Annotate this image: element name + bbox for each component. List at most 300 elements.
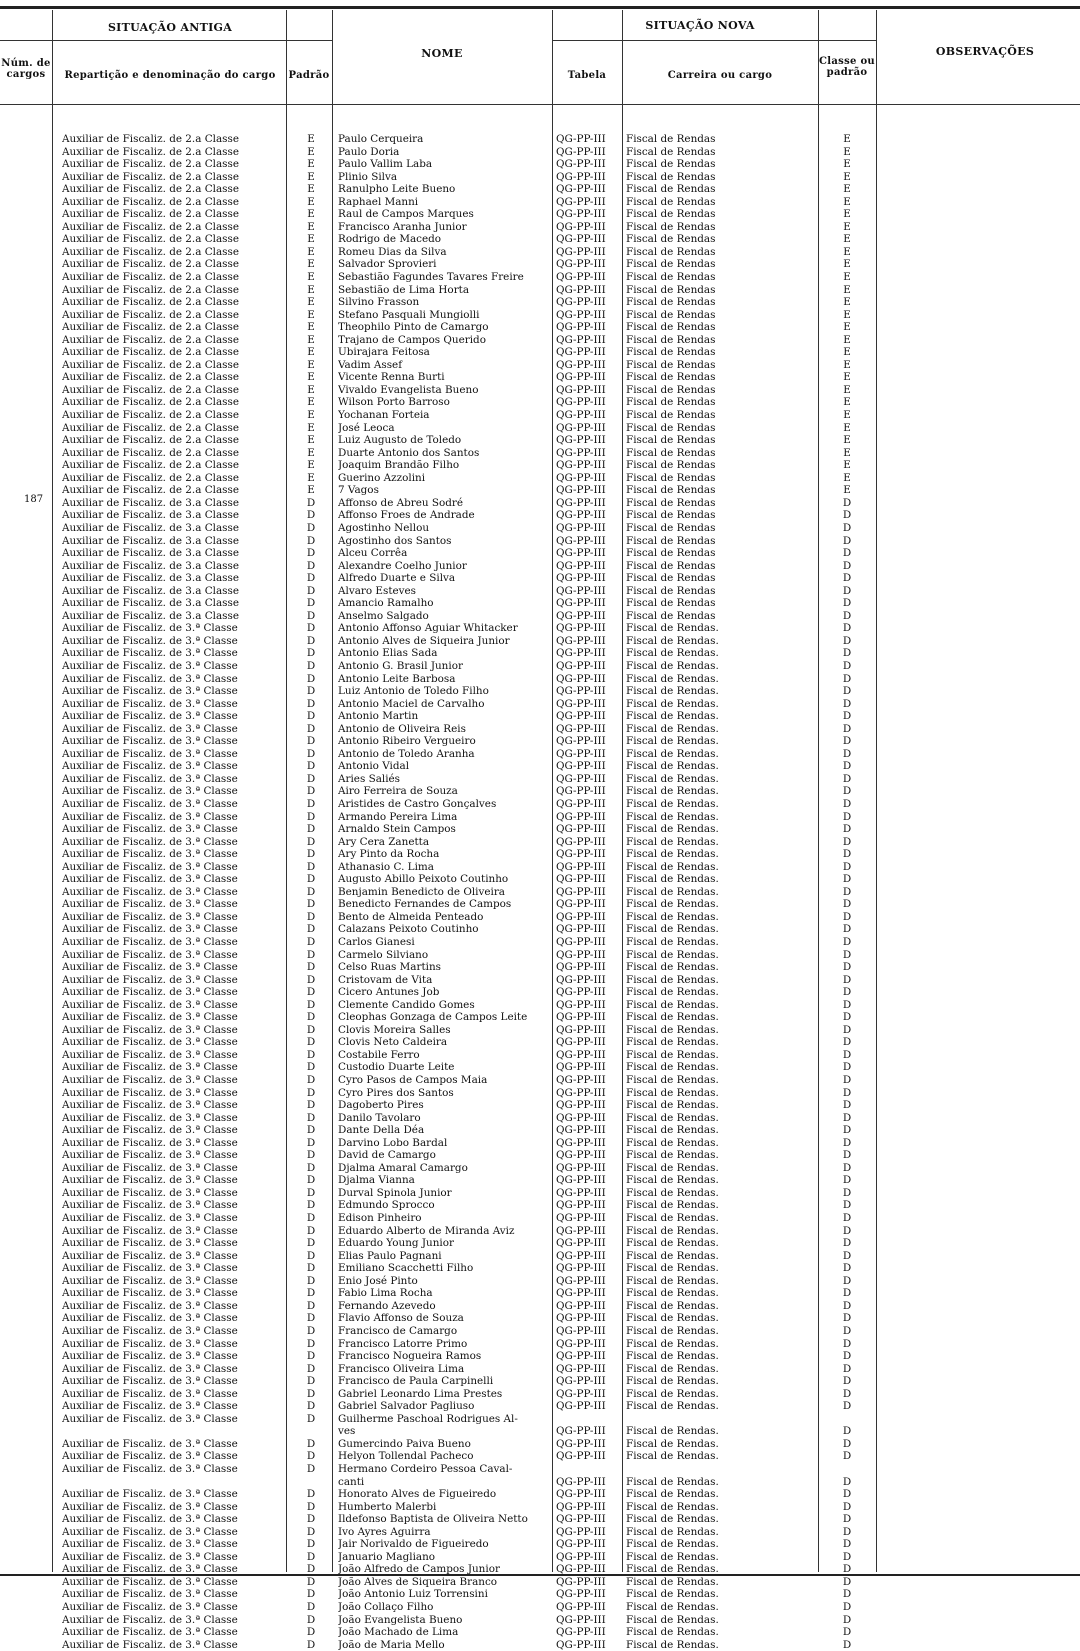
cell-classe: E [843,484,851,497]
cell-tabela: QG-PP-III [556,634,606,647]
cell-classe: D [842,1149,852,1162]
cell-nome: Bento de Almeida Penteado [338,910,484,923]
table-row [0,1237,1080,1250]
cell-nome: Fabio Lima Rocha [338,1287,433,1300]
cell-reparticao: Auxiliar de Fiscaliz. de 3.ª Classe [62,1525,238,1538]
cell-padrao: D [306,1061,316,1074]
cell-classe: D [842,1048,852,1061]
cell-carreira: Fiscal de Rendas. [626,1086,719,1099]
cell-classe: D [842,1488,852,1501]
cell-padrao: D [306,1400,316,1413]
cell-tabela: QG-PP-III [556,258,606,271]
cell-carreira: Fiscal de Rendas. [626,1149,719,1162]
header-classe: Classe ou padrão [819,56,875,78]
cell-padrao: D [306,547,316,560]
cell-padrao: D [306,961,316,974]
cell-padrao: D [306,998,316,1011]
cell-reparticao: Auxiliar de Fiscaliz. de 3.ª Classe [62,1500,238,1513]
cell-reparticao: Auxiliar de Fiscaliz. de 3.ª Classe [62,835,238,848]
cell-tabela: QG-PP-III [556,421,606,434]
cell-nome: Celso Ruas Martins [338,961,441,974]
cell-tabela: QG-PP-III [556,1437,606,1450]
cell-reparticao: Auxiliar de Fiscaliz. de 2.a Classe [62,308,239,321]
cell-reparticao: Auxiliar de Fiscaliz. de 3.ª Classe [62,1048,238,1061]
cell-padrao: D [306,760,316,773]
table-row [0,999,1080,1012]
cell-tabela: QG-PP-III [556,885,606,898]
cell-reparticao: Auxiliar de Fiscaliz. de 3.a Classe [62,509,239,522]
cell-carreira: Fiscal de Rendas [626,258,716,271]
cell-nome: Djalma Amaral Camargo [338,1161,468,1174]
cell-tabela: QG-PP-III [556,710,606,723]
cell-padrao: D [306,1387,316,1400]
cell-reparticao: Auxiliar de Fiscaliz. de 2.a Classe [62,321,239,334]
cell-nome: João Collaço Filho [338,1600,434,1613]
cell-classe: D [842,534,852,547]
cell-padrao: E [307,208,315,221]
cell-padrao: E [307,459,315,472]
table-row [0,622,1080,635]
cell-classe: D [842,672,852,685]
cell-tabela: QG-PP-III [556,1036,606,1049]
table-row [0,735,1080,748]
cell-nome: João Alves de Siqueira Branco [338,1575,498,1588]
cell-padrao: D [306,1299,316,1312]
cell-carreira: Fiscal de Rendas. [626,848,719,861]
cell-nome: Amancio Ramalho [338,597,434,610]
cell-tabela: QG-PP-III [556,1174,606,1187]
cell-padrao: D [306,685,316,698]
cell-padrao: D [306,584,316,597]
cell-classe: D [842,1111,852,1124]
cell-tabela: QG-PP-III [556,521,606,534]
cell-reparticao: Auxiliar de Fiscaliz. de 3.ª Classe [62,1136,238,1149]
cell-tabela: QG-PP-III [556,1086,606,1099]
cell-reparticao: Auxiliar de Fiscaliz. de 3.ª Classe [62,1224,238,1237]
cell-padrao: D [306,810,316,823]
cell-padrao: E [307,170,315,183]
cell-tabela: QG-PP-III [556,572,606,585]
cell-tabela: QG-PP-III [556,1274,606,1287]
cell-padrao: D [306,1186,316,1199]
cell-classe: E [843,158,851,171]
cell-tabela: QG-PP-III [556,358,606,371]
cell-padrao: E [307,321,315,334]
table-row [0,547,1080,560]
table-row [0,848,1080,861]
cell-padrao: D [306,1287,316,1300]
cell-classe: D [842,772,852,785]
cell-padrao: E [307,383,315,396]
header-reparticao: Repartição e denominação do cargo [64,70,276,81]
cell-reparticao: Auxiliar de Fiscaliz. de 3.ª Classe [62,710,238,723]
cell-nome: Vivaldo Evangelista Bueno [338,383,479,396]
cell-classe: D [842,647,852,660]
cell-padrao: D [306,797,316,810]
cell-carreira: Fiscal de Rendas. [626,986,719,999]
cell-reparticao: Auxiliar de Fiscaliz. de 3.a Classe [62,584,239,597]
cell-nome: Clovis Moreira Salles [338,1023,451,1036]
header-bottom-rule [0,104,1080,105]
cell-tabela: QG-PP-III [556,1249,606,1262]
table-row [0,146,1080,159]
table-row [0,1087,1080,1100]
cell-padrao: D [306,1136,316,1149]
cell-padrao: E [307,371,315,384]
table-row [0,861,1080,874]
table-row [0,1099,1080,1112]
cell-carreira: Fiscal de Rendas. [626,923,719,936]
cell-nome: Gabriel Salvador Pagliuso [338,1400,475,1413]
cell-reparticao: Auxiliar de Fiscaliz. de 2.a Classe [62,195,239,208]
cell-nome: Francisco Nogueira Ramos [338,1350,482,1363]
cell-padrao: D [306,1199,316,1212]
cell-padrao: D [306,1412,316,1425]
table-row [0,1199,1080,1212]
cell-carreira: Fiscal de Rendas. [626,1199,719,1212]
cell-carreira: Fiscal de Rendas [626,358,716,371]
cell-tabela: QG-PP-III [556,1550,606,1563]
cell-nome: Vadim Assef [338,358,403,371]
cell-nome: Alceu Corrêa [338,547,408,560]
header-observacoes: OBSERVAÇÕES [935,45,1035,58]
cell-carreira: Fiscal de Rendas [626,396,716,409]
cell-reparticao: Auxiliar de Fiscaliz. de 3.a Classe [62,521,239,534]
cell-carreira: Fiscal de Rendas. [626,1626,719,1639]
cell-classe: E [843,371,851,384]
cell-reparticao: Auxiliar de Fiscaliz. de 2.a Classe [62,371,239,384]
table-row [0,823,1080,836]
cell-padrao: D [306,521,316,534]
cell-reparticao: Auxiliar de Fiscaliz. de 3.ª Classe [62,1375,238,1388]
table-row [0,346,1080,359]
table-row [0,1149,1080,1162]
cell-tabela: QG-PP-III [556,434,606,447]
cell-carreira: Fiscal de Rendas. [626,1362,719,1375]
table-row [0,271,1080,284]
cell-reparticao: Auxiliar de Fiscaliz. de 3.ª Classe [62,785,238,798]
cell-nome: Athanasio C. Lima [338,860,434,873]
cell-carreira: Fiscal de Rendas. [626,1350,719,1363]
cell-padrao: E [307,258,315,271]
cell-carreira: Fiscal de Rendas [626,220,716,233]
cell-carreira: Fiscal de Rendas. [626,810,719,823]
table-row [0,873,1080,886]
cell-nome: Edmundo Sprocco [338,1199,435,1212]
cell-carreira: Fiscal de Rendas. [626,910,719,923]
cell-nome: Paulo Vallim Laba [338,158,433,171]
cell-classe: D [842,509,852,522]
table-row [0,1350,1080,1363]
table-row [0,1287,1080,1300]
cell-tabela: QG-PP-III [556,1400,606,1413]
table-row [0,359,1080,372]
table-row [0,1250,1080,1263]
cell-classe: D [842,1450,852,1463]
table-row [0,723,1080,736]
cell-tabela: QG-PP-III [556,1324,606,1337]
cell-classe: D [842,735,852,748]
table-row [0,384,1080,397]
cell-nome: Raul de Campos Marques [338,208,474,221]
cell-classe: D [842,559,852,572]
header-padrao: Padrão [288,70,330,81]
cell-tabela: QG-PP-III [556,823,606,836]
cell-carreira: Fiscal de Rendas. [626,998,719,1011]
cell-tabela: QG-PP-III [556,1136,606,1149]
cell-nome: Francisco de Paula Carpinelli [338,1375,494,1388]
cell-classe: D [842,961,852,974]
cell-nome: Darvino Lobo Bardal [338,1136,448,1149]
top-rule [0,6,1080,9]
header-carreira: Carreira ou cargo [667,70,773,81]
cell-reparticao: Auxiliar de Fiscaliz. de 3.ª Classe [62,1237,238,1250]
cell-nome: José Leoca [338,421,395,434]
table-row [0,836,1080,849]
cell-classe: D [842,521,852,534]
cell-padrao: D [306,609,316,622]
cell-tabela: QG-PP-III [556,1563,606,1576]
cell-tabela: QG-PP-III [556,873,606,886]
cell-padrao: E [307,484,315,497]
cell-classe: D [842,898,852,911]
cell-reparticao: Auxiliar de Fiscaliz. de 3.ª Classe [62,885,238,898]
table-row [0,936,1080,949]
cell-classe: E [843,421,851,434]
table-row [0,1614,1080,1627]
cell-nome: Francisco Oliveira Lima [338,1362,465,1375]
table-row [0,434,1080,447]
cell-padrao: D [306,973,316,986]
table-row [0,572,1080,585]
cell-classe: D [842,823,852,836]
cell-tabela: QG-PP-III [556,1575,606,1588]
cell-reparticao: Auxiliar de Fiscaliz. de 3.ª Classe [62,1613,238,1626]
cell-carreira: Fiscal de Rendas. [626,1575,719,1588]
cell-reparticao: Auxiliar de Fiscaliz. de 3.ª Classe [62,697,238,710]
cell-padrao: D [306,1437,316,1450]
cell-nome: Francisco Latorre Primo [338,1337,468,1350]
cell-carreira: Fiscal de Rendas [626,597,716,610]
cell-tabela: QG-PP-III [556,1375,606,1388]
cell-carreira: Fiscal de Rendas [626,572,716,585]
cell-reparticao: Auxiliar de Fiscaliz. de 3.ª Classe [62,1362,238,1375]
cell-carreira: Fiscal de Rendas. [626,1375,719,1388]
cell-nome: Vicente Renna Burti [338,371,445,384]
cell-carreira: Fiscal de Rendas. [626,772,719,785]
cell-nome: Flavio Affonso de Souza [338,1312,464,1325]
cell-tabela: QG-PP-III [556,948,606,961]
cell-reparticao: Auxiliar de Fiscaliz. de 2.a Classe [62,471,239,484]
cell-tabela: QG-PP-III [556,446,606,459]
cell-padrao: D [306,722,316,735]
cell-tabela: QG-PP-III [556,296,606,309]
cell-carreira: Fiscal de Rendas. [626,948,719,961]
cell-tabela: QG-PP-III [556,961,606,974]
cell-nome: Rodrigo de Macedo [338,233,442,246]
cell-nome: Clovis Neto Caldeira [338,1036,448,1049]
cell-reparticao: Auxiliar de Fiscaliz. de 3.ª Classe [62,1626,238,1639]
cell-tabela: QG-PP-III [556,195,606,208]
cell-carreira: Fiscal de Rendas. [626,1550,719,1563]
cell-classe: D [842,1136,852,1149]
cell-tabela: QG-PP-III [556,283,606,296]
cell-carreira: Fiscal de Rendas. [626,735,719,748]
cell-carreira: Fiscal de Rendas. [626,936,719,948]
cell-carreira: Fiscal de Rendas. [626,1136,719,1149]
cell-carreira: Fiscal de Rendas. [626,659,719,672]
cell-nome: Armando Pereira Lima [338,810,458,823]
cell-classe: D [842,1174,852,1187]
cell-classe: E [843,383,851,396]
cell-carreira: Fiscal de Rendas. [626,1450,719,1463]
cell-padrao: D [306,597,316,610]
cell-nome: Salvador Sprovieri [338,258,437,271]
cell-reparticao: Auxiliar de Fiscaliz. de 3.ª Classe [62,1249,238,1262]
cell-padrao: E [307,183,315,196]
cell-reparticao: Auxiliar de Fiscaliz. de 3.a Classe [62,547,239,560]
cell-nome: Luiz Antonio de Toledo Filho [338,685,489,698]
cell-reparticao: Auxiliar de Fiscaliz. de 2.a Classe [62,459,239,472]
cell-nome: Calazans Peixoto Coutinho [338,923,479,936]
cell-carreira: Fiscal de Rendas. [626,1475,719,1488]
table-row [0,183,1080,196]
cell-reparticao: Auxiliar de Fiscaliz. de 3.ª Classe [62,1023,238,1036]
cell-classe: E [843,321,851,334]
cell-carreira: Fiscal de Rendas. [626,961,719,974]
cell-padrao: D [306,1563,316,1576]
table-row [0,158,1080,171]
table-row [0,798,1080,811]
cell-tabela: QG-PP-III [556,1299,606,1312]
cell-padrao: D [306,647,316,660]
table-row [0,1438,1080,1451]
cell-carreira: Fiscal de Rendas. [626,672,719,685]
cell-nome: Dante Della Déa [338,1124,425,1137]
cell-nome: Guerino Azzolini [338,471,426,484]
cell-classe: D [842,986,852,999]
cell-padrao: D [306,1312,316,1325]
cell-classe: E [843,183,851,196]
cell-nome: Paulo Doria [338,145,400,158]
cell-classe: D [842,1061,852,1074]
cell-padrao: D [306,1036,316,1049]
cell-classe: D [842,634,852,647]
table-row [0,1225,1080,1238]
cell-carreira: Fiscal de Rendas [626,158,716,171]
table-row [0,1112,1080,1125]
table-row [0,334,1080,347]
cell-padrao: D [306,735,316,748]
cell-nome: Augusto Abillo Peixoto Coutinho [338,873,509,886]
cell-padrao: D [306,1525,316,1538]
cell-reparticao: Auxiliar de Fiscaliz. de 2.a Classe [62,484,239,497]
cell-nome: Custodio Duarte Leite [338,1061,455,1074]
cell-padrao: E [307,133,315,145]
cell-tabela: QG-PP-III [556,672,606,685]
table-row [0,1375,1080,1388]
cell-tabela: QG-PP-III [556,1099,606,1112]
cell-nome: João Machado de Lima [338,1626,459,1639]
cell-classe: E [843,208,851,221]
cell-carreira: Fiscal de Rendas [626,609,716,622]
cell-padrao: D [306,1111,316,1124]
cell-tabela: QG-PP-III [556,547,606,560]
cell-nome: Ivo Ayres Aguirra [338,1525,431,1538]
cell-nome: Duarte Antonio dos Santos [338,446,480,459]
cell-tabela: QG-PP-III [556,1600,606,1613]
cell-tabela: QG-PP-III [556,308,606,321]
cell-reparticao: Auxiliar de Fiscaliz. de 3.ª Classe [62,1074,238,1087]
cell-padrao: E [307,421,315,434]
cell-carreira: Fiscal de Rendas. [626,634,719,647]
cell-nome: Antonio Vidal [338,760,410,773]
cell-carreira: Fiscal de Rendas. [626,710,719,723]
cell-carreira: Fiscal de Rendas [626,459,716,472]
cell-classe: E [843,271,851,284]
cell-reparticao: Auxiliar de Fiscaliz. de 3.ª Classe [62,622,238,635]
cell-nome: Agostinho Nellou [338,521,430,534]
cell-classe: D [842,848,852,861]
cell-tabela: QG-PP-III [556,1613,606,1626]
table-row [0,497,1080,510]
cell-tabela: QG-PP-III [556,760,606,773]
cell-nome: Aries Saliés [338,772,401,785]
table-row [0,1450,1080,1463]
cell-carreira: Fiscal de Rendas. [626,697,719,710]
cell-carreira: Fiscal de Rendas [626,271,716,284]
cell-reparticao: Auxiliar de Fiscaliz. de 3.ª Classe [62,973,238,986]
cell-carreira: Fiscal de Rendas. [626,1011,719,1024]
cell-reparticao: Auxiliar de Fiscaliz. de 2.a Classe [62,133,239,145]
cell-classe: D [842,923,852,936]
cell-nome: Wilson Porto Barroso [338,396,450,409]
cell-classe: D [842,1074,852,1087]
cell-tabela: QG-PP-III [556,747,606,760]
cell-carreira: Fiscal de Rendas. [626,1425,719,1438]
cell-reparticao: Auxiliar de Fiscaliz. de 3.ª Classe [62,1036,238,1049]
cell-carreira: Fiscal de Rendas [626,346,716,359]
cell-carreira: Fiscal de Rendas. [626,1613,719,1626]
cell-nome: Antonio Leite Barbosa [338,672,456,685]
cell-carreira: Fiscal de Rendas. [626,1074,719,1087]
cell-padrao: D [306,785,316,798]
cell-nome: Stefano Pasquali Mungiolli [338,308,480,321]
cell-classe: E [843,283,851,296]
cell-carreira: Fiscal de Rendas [626,245,716,258]
cell-reparticao: Auxiliar de Fiscaliz. de 3.ª Classe [62,634,238,647]
cell-nome: Antonio Affonso Aguiar Whitacker [338,622,518,635]
cell-tabela: QG-PP-III [556,722,606,735]
cell-carreira: Fiscal de Rendas [626,509,716,522]
cell-tabela: QG-PP-III [556,597,606,610]
cell-tabela: QG-PP-III [556,1488,606,1501]
table-row [0,597,1080,610]
table-row [0,1262,1080,1275]
cell-classe: D [842,760,852,773]
cell-padrao: E [307,245,315,258]
table-row [0,1588,1080,1601]
cell-nome: Eduardo Alberto de Miranda Aviz [338,1224,515,1237]
table-row [0,1036,1080,1049]
cell-carreira: Fiscal de Rendas. [626,1061,719,1074]
header-situacao-antiga: SITUAÇÃO ANTIGA [107,21,233,34]
cell-nome: Helyon Tollendal Pacheco [338,1450,474,1463]
header-nome: NOME [421,47,463,60]
cell-carreira: Fiscal de Rendas. [626,1224,719,1237]
table-row [0,1601,1080,1614]
cell-classe: D [842,1212,852,1225]
